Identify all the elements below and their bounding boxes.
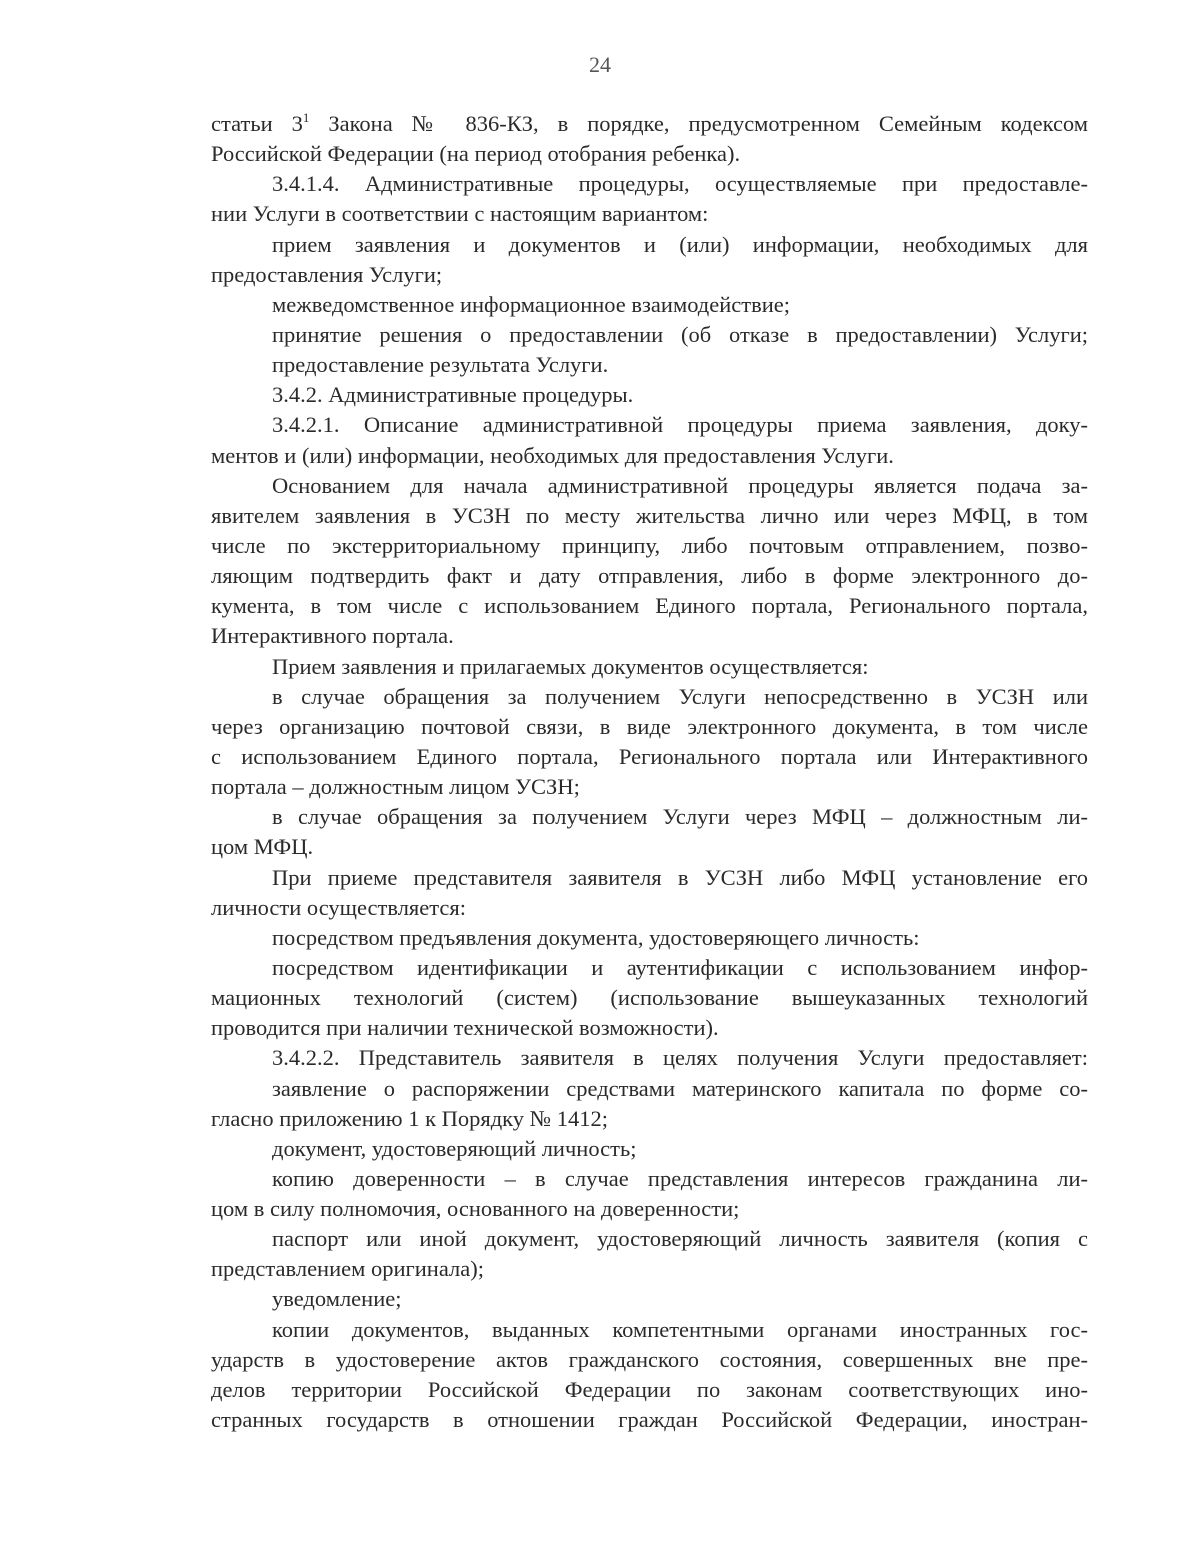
text-line: паспорт или иной документ, удостоверяющий личность заявителя (копия с [272,1226,1088,1252]
text-line: предоставления Услуги; [211,261,443,287]
text-line: делов территории Российской Федерации по законам соответствующих ино- [211,1376,1088,1402]
text-line: При приеме представителя заявителя в УСЗН либо МФЦ установление его [272,864,1088,890]
text-line: копии документов, выданных компетентными органами иностранных гос- [272,1316,1088,1342]
text-line: 3.4.2.1. Описание административной процедуры приема заявления, доку- [272,412,1088,438]
text-line: 3.4.2. Административные процедуры. [272,382,634,408]
text-line: нии Услуги в соответствии с настоящим вариантом: [211,201,709,227]
text-line: через организацию почтовой связи, в виде электронного документа, в том числе [211,713,1088,739]
text-line: личности осуществляется: [211,894,466,920]
text-line: в случае обращения за получением Услуги непосредственно в УСЗН или [272,683,1088,709]
text-line: мационных технологий (систем) (использование вышеуказанных технологий [211,985,1088,1011]
superscript: 1 [302,110,310,125]
text-line: цом в силу полномочия, основанного на доверенности; [211,1196,740,1222]
text-line: явителем заявления в УСЗН по месту жительства лично или через МФЦ, в том [211,502,1088,528]
text-line: 3.4.2.2. Представитель заявителя в целях получения Услуги предоставляет: [272,1045,1088,1071]
text-line: в случае обращения за получением Услуги через МФЦ – должностным ли- [272,804,1088,830]
text-line: посредством идентификации и аутентификации с использованием инфор- [272,954,1088,980]
text-line: копию доверенности – в случае представления интересов гражданина ли- [272,1165,1088,1191]
text-line: Прием заявления и прилагаемых документов осуществляется: [272,653,869,679]
document-body [211,109,1088,1435]
text-line: проводится при наличии технической возможности). [211,1015,719,1041]
text-line: представлением оригинала); [211,1256,484,1282]
text-line: ляющим подтвердить факт и дату отправления, либо в форме электронного до- [211,563,1088,589]
text-line: Российской Федерации (на период отобрания ребенка). [211,141,741,167]
text-line: числе по экстерриториальному принципу, либо почтовым отправлением, позво- [211,532,1088,558]
text-line: прием заявления и документов и (или) информации, необходимых для [272,231,1088,257]
page-number: 24 [589,52,611,77]
text-line: с использованием Единого портала, Регионального портала или Интерактивного [211,743,1088,769]
text-line: цом МФЦ. [211,834,314,860]
text-line: межведомственное информационное взаимодействие; [272,291,790,317]
text-line: принятие решения о предоставлении (об отказе в предоставлении) Услуги; [272,321,1088,347]
text-line: Интерактивного портала. [211,623,454,649]
text-line: кумента, в том числе с использованием Единого портала, Регионального портала, [211,593,1088,619]
text-line: ударств в удостоверение актов гражданского состояния, совершенных вне пре- [211,1346,1088,1372]
text-line: портала – должностным лицом УСЗН; [211,774,580,800]
text-line: посредством предъявления документа, удостоверяющего личность: [272,924,920,950]
text-line: документ, удостоверяющий личность; [272,1135,637,1161]
text-line: уведомление; [272,1286,402,1312]
text-line: 3.4.1.4. Административные процедуры, осуществляемые при предоставле- [272,171,1088,197]
text-line: гласно приложению 1 к Порядку № 1412; [211,1105,609,1131]
text-line: заявление о распоряжении средствами материнского капитала по форме со- [272,1075,1088,1101]
text-line: предоставление результата Услуги. [272,352,609,378]
text-line: статьи $3^1$ Закона № 836-КЗ, в порядке, предусмотренном Семейным кодексом [211,110,1088,136]
text-line: странных государств в отношении граждан Российской Федерации, иностран- [211,1407,1088,1433]
text-line: Основанием для начала административной процедуры является подача за- [272,472,1088,498]
text-line: ментов и (или) информации, необходимых для предоставления Услуги. [211,442,894,468]
